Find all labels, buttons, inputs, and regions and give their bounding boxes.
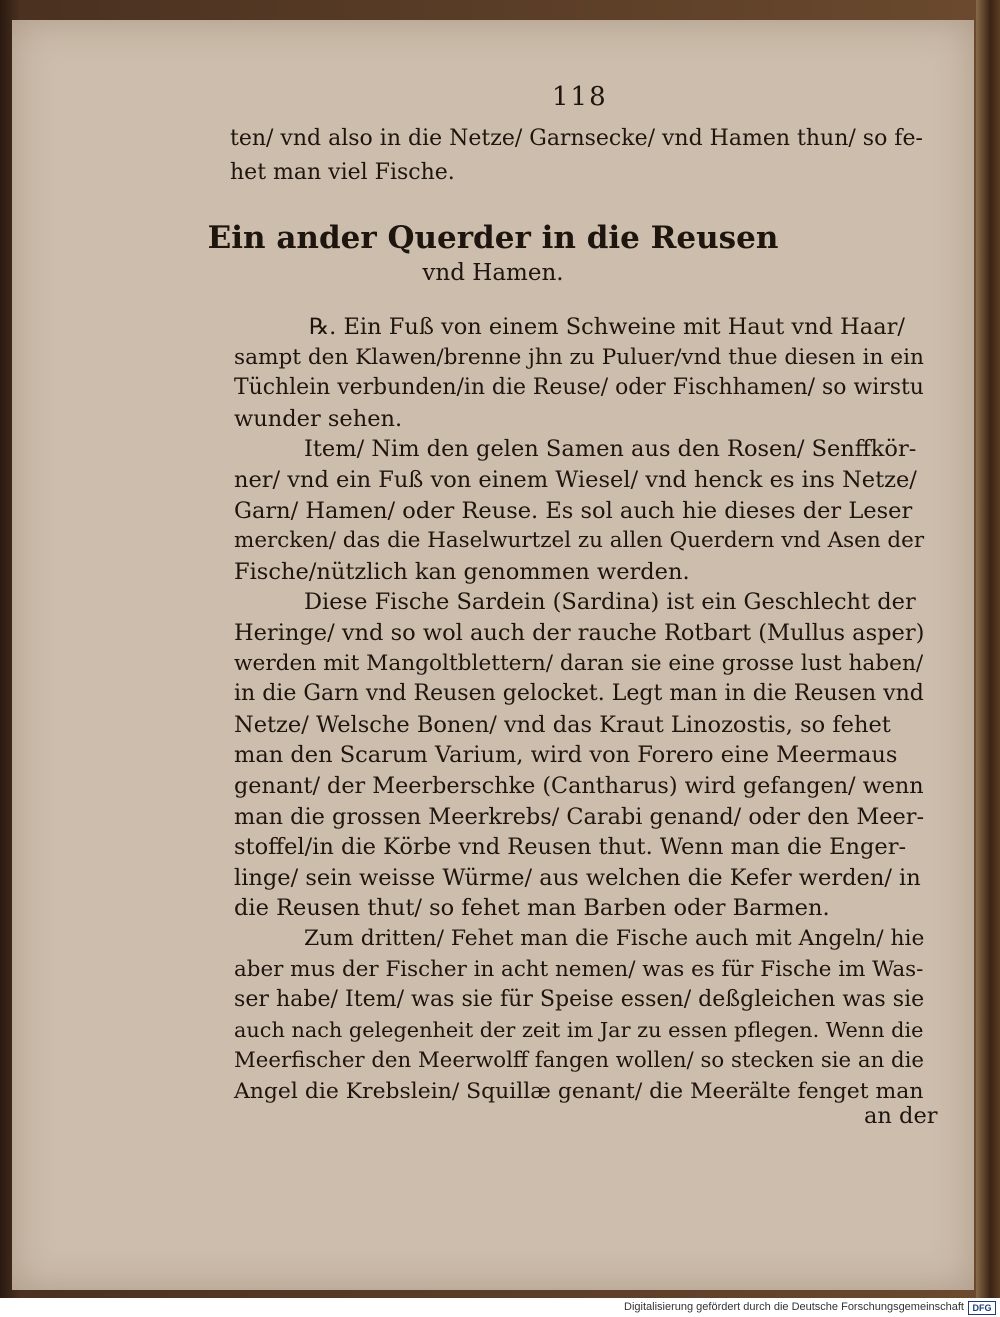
page-text — [12, 20, 974, 1290]
dfg-logo: DFG — [968, 1301, 996, 1315]
text-line: Item/ Nim den gelen Samen aus den Rosen/ Senffkör- — [304, 436, 917, 462]
text-line: Fische/nützlich kan genommen werden. — [234, 559, 690, 585]
text-line: ner/ vnd ein Fuß von einem Wiesel/ vnd henck es ins Netze/ — [234, 467, 917, 493]
text-line: linge/ sein weisse Würme/ aus welchen die Kefer werden/ in — [234, 865, 921, 891]
page-number: 118 — [552, 82, 608, 112]
text-line: Garn/ Hamen/ oder Reuse. Es sol auch hie dieses der Leser — [234, 498, 913, 524]
text-line: in die Garn vnd Reusen gelocket. Legt man in die Reusen vnd — [234, 681, 924, 706]
text-line: ten/ vnd also in die Netze/ Garnsecke/ vnd Hamen thun/ so fe- — [230, 126, 923, 151]
text-line: Heringe/ vnd so wol auch der rauche Rotbart (Mullus asper) — [234, 620, 925, 646]
text-line: genant/ der Meerberschke (Cantharus) wird gefangen/ wenn — [234, 773, 924, 799]
text-line: Angel die Krebslein/ Squillæ genant/ die Meerälte fenget man — [234, 1079, 924, 1104]
footer-bar — [0, 1298, 1000, 1317]
text-line: die Reusen thut/ so fehet man Barben oder Barmen. — [234, 895, 830, 921]
text-line: het man viel Fische. — [230, 160, 455, 185]
text-line: Meerfischer den Meerwolff fangen wollen/ so stecken sie an die — [234, 1048, 925, 1073]
text-line: werden mit Mangoltblettern/ daran sie eine grosse lust haben/ — [234, 651, 924, 676]
text-line: mercken/ das die Haselwurtzel zu allen Querdern vnd Asen der — [234, 528, 925, 553]
catchword: an der — [864, 1103, 938, 1129]
text-line: stoffel/in die Körbe vnd Reusen thut. Wenn man die Enger- — [234, 834, 907, 860]
book-edge — [976, 0, 1000, 1298]
text-line: ser habe/ Item/ was sie für Speise essen/ deßgleichen was sie — [234, 987, 925, 1012]
text-line: Netze/ Welsche Bonen/ vnd das Kraut Linozostis, so fehet — [234, 712, 891, 738]
footer-credit: Digitalisierung gefördert durch die Deutsche Forschungsgemeinschaft — [624, 1301, 964, 1313]
text-line: Diese Fische Sardein (Sardina) ist ein Geschlecht der — [304, 589, 916, 615]
text-line: sampt den Klawen/brenne jhn zu Puluer/vnd thue diesen in ein — [234, 345, 924, 370]
text-line: ℞. Ein Fuß von einem Schweine mit Haut vnd Haar/ — [309, 314, 905, 340]
text-line: Zum dritten/ Fehet man die Fische auch mit Angeln/ hie — [304, 926, 925, 951]
section-heading: Ein ander Querder in die Reusen — [207, 220, 779, 256]
section-heading-continued: vnd Hamen. — [422, 260, 564, 286]
text-line: man die grossen Meerkrebs/ Carabi genand/ oder den Meer- — [234, 804, 925, 830]
text-line: aber mus der Fischer in acht nemen/ was es für Fische im Was- — [234, 957, 924, 982]
text-line: man den Scarum Varium, wird von Forero eine Meermaus — [234, 742, 898, 768]
text-line: Tüchlein verbunden/in die Reuse/ oder Fischhamen/ so wirstu — [234, 375, 924, 400]
book-page — [12, 20, 974, 1290]
text-line: wunder sehen. — [234, 406, 403, 432]
text-line: auch nach gelegenheit der zeit im Jar zu essen pflegen. Wenn die — [234, 1018, 924, 1042]
